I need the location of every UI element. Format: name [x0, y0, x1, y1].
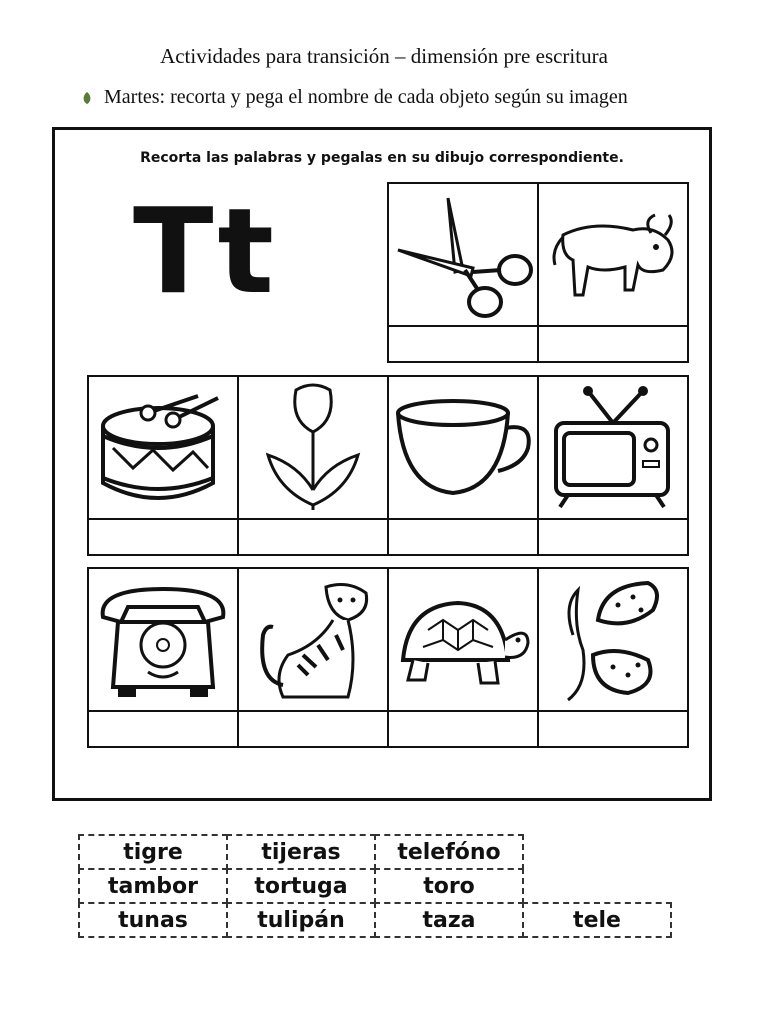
paste-blank[interactable]	[539, 327, 689, 363]
tulip-icon	[258, 380, 368, 515]
picture-cell	[239, 569, 389, 712]
paste-blank[interactable]	[389, 712, 539, 748]
word-card[interactable]: tulipán	[226, 902, 376, 938]
letter-tt: Tt	[133, 182, 278, 320]
paste-blank[interactable]	[89, 520, 239, 556]
drum-icon	[98, 388, 228, 508]
worksheet	[52, 127, 712, 801]
word-card[interactable]: tunas	[78, 902, 228, 938]
paste-blank[interactable]	[539, 712, 689, 748]
page-title: Actividades para transición – dimensión pre escritura	[160, 44, 608, 68]
word-bank	[78, 834, 670, 936]
word-card[interactable]: tambor	[78, 868, 228, 904]
cup-icon	[393, 393, 533, 503]
word-card[interactable]: telefóno	[374, 834, 524, 870]
paste-blank[interactable]	[239, 520, 389, 556]
paste-blank[interactable]	[389, 327, 539, 363]
word-card[interactable]: taza	[374, 902, 524, 938]
cactus-fruit-icon	[553, 575, 673, 705]
picture-cell	[389, 569, 539, 712]
picture-cell	[539, 569, 689, 712]
word-bank-row	[78, 902, 670, 936]
word-card[interactable]: toro	[374, 868, 524, 904]
picture-cell	[89, 569, 239, 712]
worksheet-instructions: Recorta las palabras y pegalas en su dibujo correspondiente.	[140, 150, 624, 166]
subtitle-text: Martes: recorta y pega el nombre de cada objeto según su imagen	[104, 86, 628, 108]
picture-cell	[389, 184, 539, 327]
word-card[interactable]: tigre	[78, 834, 228, 870]
paste-blank[interactable]	[89, 712, 239, 748]
word-card[interactable]: tele	[522, 902, 672, 938]
telephone-icon	[93, 577, 233, 702]
picture-row-3	[87, 567, 689, 748]
word-card[interactable]: tortuga	[226, 868, 376, 904]
tiger-icon	[248, 575, 378, 705]
paste-blank[interactable]	[389, 520, 539, 556]
paste-blank[interactable]	[239, 712, 389, 748]
word-card[interactable]: tijeras	[226, 834, 376, 870]
picture-row-1	[387, 182, 689, 363]
picture-cell	[539, 184, 689, 327]
word-bank-row	[78, 868, 670, 902]
picture-row-2	[87, 375, 689, 556]
paste-blank[interactable]	[539, 520, 689, 556]
picture-cell	[239, 377, 389, 520]
picture-cell	[89, 377, 239, 520]
leaf-bullet-icon	[80, 91, 94, 105]
page-subtitle	[80, 86, 628, 109]
scissors-icon	[393, 190, 533, 320]
bull-icon	[543, 195, 683, 315]
turtle-icon	[393, 585, 533, 695]
word-bank-row	[78, 834, 670, 868]
picture-cell	[389, 377, 539, 520]
tv-icon	[548, 383, 678, 513]
picture-cell	[539, 377, 689, 520]
